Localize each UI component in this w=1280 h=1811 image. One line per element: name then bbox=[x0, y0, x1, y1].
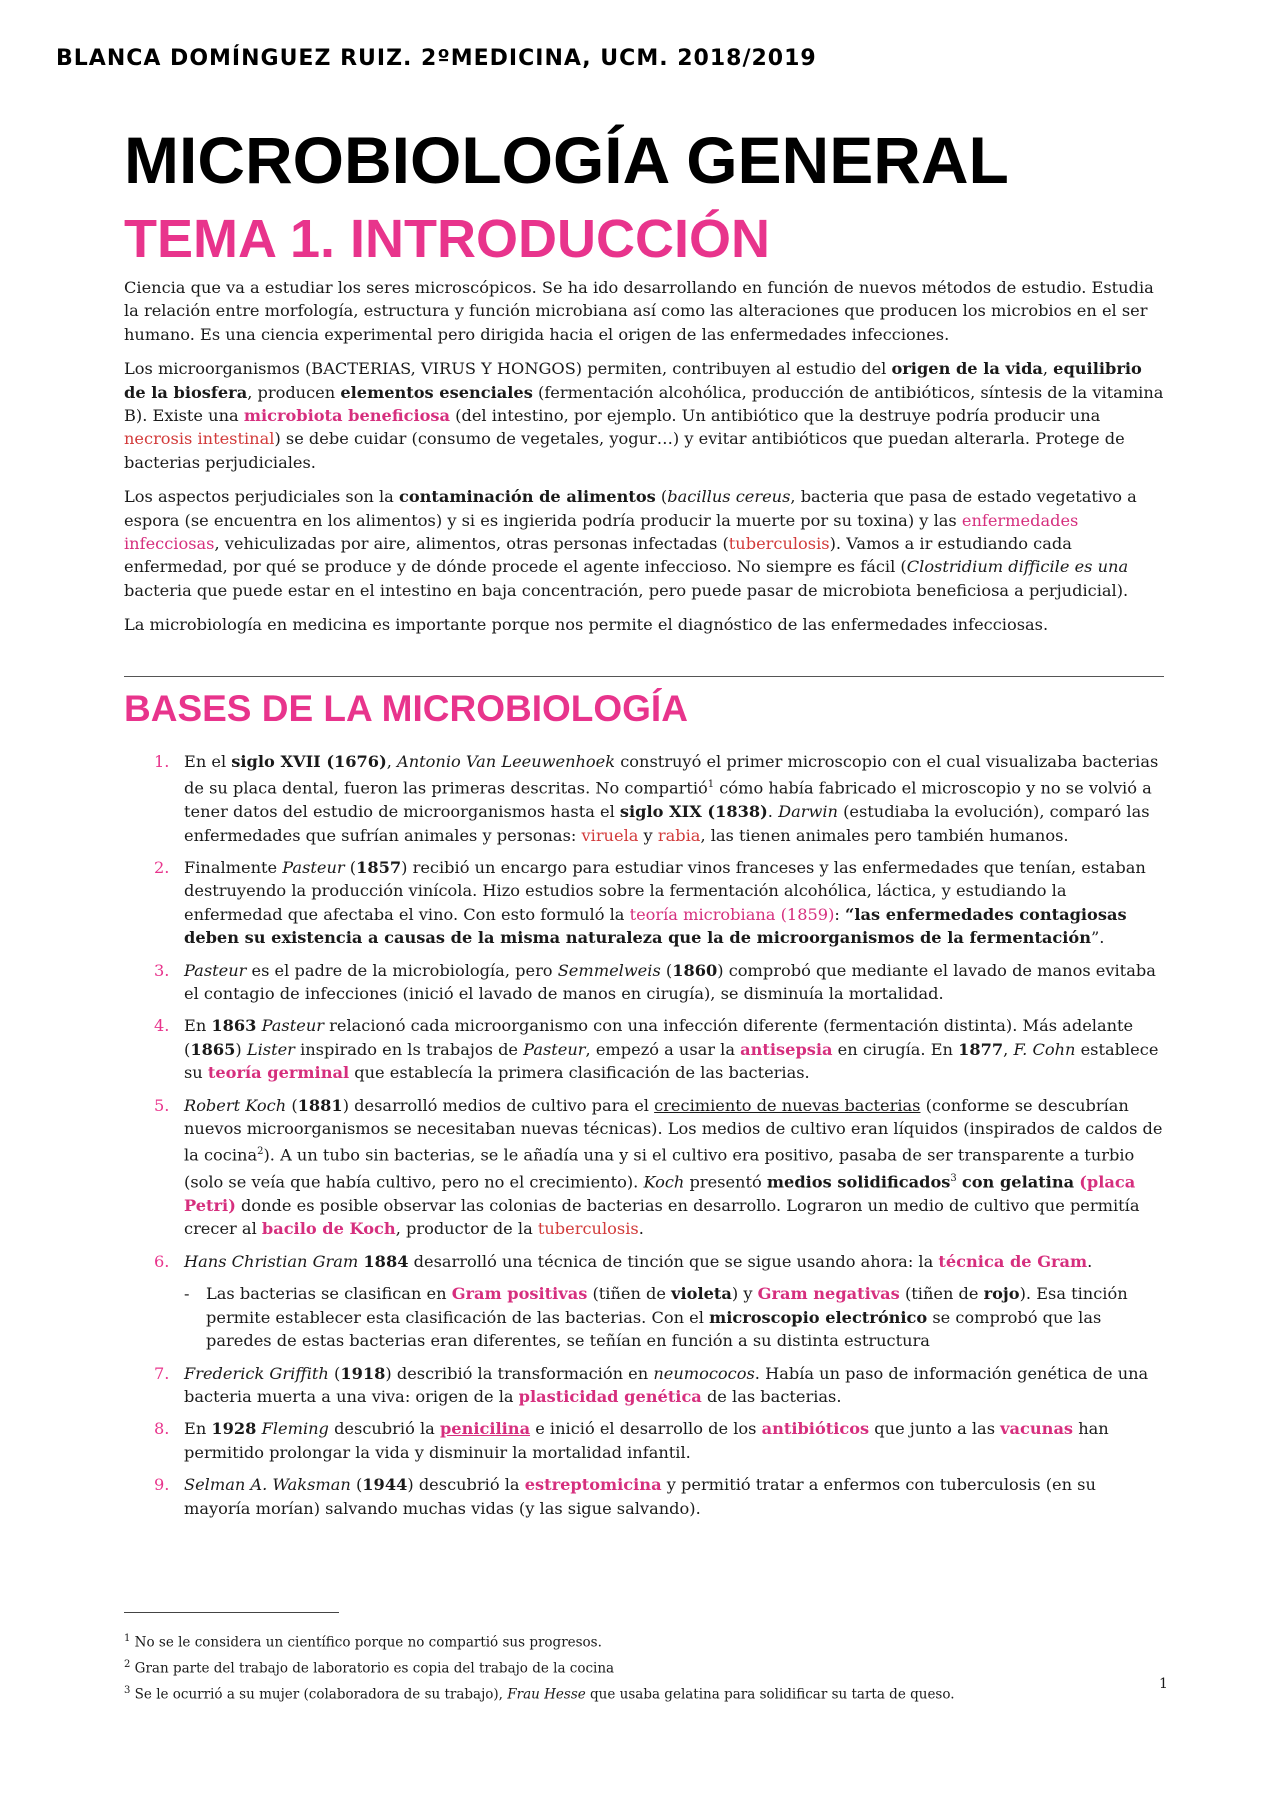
text-run: 1 bbox=[707, 779, 715, 791]
topic-title: TEMA 1. INTRODUCCIÓN bbox=[124, 209, 770, 269]
text-run: técnica de Gram bbox=[938, 1251, 1088, 1271]
list-item bbox=[124, 1417, 1164, 1464]
text-run: F. Cohn bbox=[1013, 1039, 1076, 1059]
list-number: 7. bbox=[154, 1363, 170, 1383]
text-run: “las enfermedades contagiosas deben su existencia a causas de la misma naturaleza que la de microorganismos de la fermentación bbox=[184, 904, 1127, 948]
list-number: 5. bbox=[154, 1095, 170, 1115]
list-item bbox=[124, 856, 1164, 950]
text-run: Koch bbox=[643, 1172, 685, 1192]
text-run: equilibrio de la biosfera bbox=[124, 359, 1142, 402]
text-run: antisepsia bbox=[740, 1039, 833, 1059]
text-run: 1881 bbox=[297, 1095, 343, 1115]
list-item-text: Pasteur es el padre de la microbiología, pero Semmelweis (1860) comprobó que mediante el lavado de manos evitaba el contagio de infecciones (inició el lavado de manos en cirugía), se disminuía la mortalidad. bbox=[184, 960, 1156, 1004]
intro-paragraph-3: Los aspectos perjudiciales son la contaminación de alimentos (bacillus cereus, bacteria que pasa de estado vegetativo a espora (se encuentra en los alimentos) y si es ingierida podría producir la muerte por su toxina) y las enfermedades infecciosas, vehiculizadas por aire, alimentos, otras personas infectadas (tuberculosis). Vamos a ir estudiando cada enfermedad, por qué se produce y de dónde procede el agente infeccioso. No siempre es fácil (Clostridium difficile es una bacteria que puede estar en el intestino en baja concentración, pero puede pasar de microbiota beneficiosa a perjudicial). bbox=[124, 487, 1137, 600]
text-run: 2 bbox=[257, 1146, 264, 1158]
list-item-text: Las bacterias se clasifican en Gram positivas (tiñen de violeta) y Gram negativas (tiñen de rojo). Esa tinción permite establecer esta clasificación de las bacterias. Con el microscopio electrónico se comprobó que las paredes de estas bacterias eran diferentes, se teñían en función a su distinta estructura bbox=[206, 1284, 1128, 1351]
list-number: 1. bbox=[154, 752, 170, 771]
text-run: Frederick Griffith bbox=[184, 1363, 329, 1383]
list-number: 9. bbox=[154, 1475, 170, 1495]
list-number: 3. bbox=[154, 960, 170, 980]
list-number: 4. bbox=[154, 1016, 170, 1036]
list-subitem bbox=[184, 1282, 1164, 1352]
text-run: 1944 bbox=[362, 1475, 408, 1495]
text-run: vacunas bbox=[1000, 1419, 1074, 1439]
text-run: bacilo de Koch bbox=[261, 1219, 396, 1239]
intro-section bbox=[124, 276, 1164, 648]
text-run: teoría germinal bbox=[207, 1063, 350, 1083]
text-run: Fleming bbox=[261, 1419, 329, 1439]
text-run: siglo XIX (1838) bbox=[619, 802, 768, 822]
footnote-2: $^2$ Gran parte del trabajo de laboratorio es copia del trabajo de la cocina bbox=[124, 1659, 615, 1677]
text-run: tuberculosis bbox=[728, 534, 830, 554]
footnotes bbox=[124, 1628, 955, 1706]
list-item-text: Robert Koch (1881) desarrolló medios de cultivo para el crecimiento de nuevas bacterias (conforme se descubrían nuevos microorganismos se necesitaban nuevas técnicas). Los medios de cultivo eran líquidos (inspirados de caldos de la cocina$^2$). A un tubo sin bacterias, se le añadía una y si el cultivo era positivo, pasaba de ser transparente a turbio (solo se veía que había cultivo, pero no el crecimiento). Koch presentó medios solidificados$^3$ con gelatina (placa Petri) donde es posible observar las colonias de bacterias en desarrollo. Lograron un medio de cultivo que permitía crecer al bacilo de Koch, productor de la tuberculosis. bbox=[184, 1095, 1163, 1239]
text-run: Gram negativas bbox=[757, 1284, 900, 1304]
text-run: plasticidad genética bbox=[518, 1386, 702, 1406]
text-run: Antonio Van Leeuwenhoek bbox=[397, 752, 616, 771]
footnote-1: $^1$ No se le considera un científico porque no compartió sus progresos. bbox=[124, 1633, 602, 1651]
text-run: tuberculosis bbox=[537, 1219, 639, 1239]
section-title: BASES DE LA MICROBIOLOGÍA bbox=[124, 688, 688, 729]
list-item bbox=[124, 959, 1164, 1006]
footnote-3: $^3$ Se le ocurrió a su mujer (colaboradora de su trabajo), Frau Hesse que usaba gelatina para solidificar su tarta de queso. bbox=[124, 1685, 955, 1703]
page-title: MICROBIOLOGÍA GENERAL bbox=[124, 123, 1009, 197]
page-number: 1 bbox=[1159, 1676, 1168, 1692]
text-run: Pasteur bbox=[261, 1016, 324, 1036]
text-run: Selman A. Waksman bbox=[184, 1475, 351, 1495]
text-run: 1863 bbox=[211, 1016, 257, 1036]
list-item-text: En 1928 Fleming descubrió la penicilina e inició el desarrollo de los antibióticos que junto a las vacunas han permitido prolongar la vida y disminuir la mortalidad infantil. bbox=[184, 1419, 1109, 1462]
text-run: teoría microbiana (1859) bbox=[629, 904, 835, 924]
history-list bbox=[124, 750, 1164, 1529]
text-run: origen de la vida bbox=[891, 359, 1043, 379]
text-run: enfermedades infecciosas bbox=[124, 510, 1079, 554]
text-run: viruela bbox=[581, 825, 639, 845]
text-run: 1865 bbox=[190, 1039, 236, 1059]
text-run: estreptomicina bbox=[524, 1475, 662, 1495]
text-run: Lister bbox=[246, 1039, 295, 1059]
text-run: Pasteur bbox=[282, 858, 345, 878]
text-run: Gram positivas bbox=[451, 1284, 588, 1304]
intro-paragraph-4: La microbiología en medicina es importante porque nos permite el diagnóstico de las enfermedades infecciosas. bbox=[124, 615, 1049, 635]
section-divider bbox=[124, 676, 1164, 677]
footnote-divider bbox=[124, 1612, 339, 1613]
text-run: microbiota beneficiosa bbox=[243, 406, 450, 426]
text-run: Hans Christian Gram bbox=[184, 1251, 359, 1271]
text-run: con gelatina bbox=[961, 1172, 1075, 1192]
list-item bbox=[124, 1250, 1164, 1273]
text-run: 1857 bbox=[356, 858, 402, 878]
text-run: microscopio electrónico bbox=[709, 1307, 928, 1327]
list-number: 8. bbox=[154, 1419, 170, 1439]
text-run: 1884 bbox=[363, 1251, 409, 1271]
list-item bbox=[124, 1473, 1164, 1520]
text-run: bacillus cereus bbox=[667, 487, 791, 507]
list-item-text: Finalmente Pasteur (1857) recibió un encargo para estudiar vinos franceses y las enfermedades que tenían, estaban destruyendo la producción vinícola. Hizo estudios sobre la fermentación alcohólica, láctica, y estudiando la enfermedad que afectaba el vino. Con esto formuló la teoría microbiana (1859): “las enfermedades contagiosas deben su existencia a causas de la misma naturaleza que la de microorganismos de la fermentación”. bbox=[184, 858, 1146, 948]
intro-paragraph-1: Ciencia que va a estudiar los seres microscópicos. Se ha ido desarrollando en función de nuevos métodos de estudio. Estudia la relación entre morfología, estructura y función microbiana así como las alteraciones que producen los microbios en el ser humano. Es una ciencia experimental pero dirigida hacia el origen de las enfermedades infecciones. bbox=[124, 278, 1154, 344]
text-run: 1860 bbox=[672, 960, 718, 980]
text-run: penicilina bbox=[439, 1419, 531, 1439]
text-run: (placa Petri) bbox=[184, 1172, 1136, 1216]
text-run: Pasteur bbox=[523, 1039, 586, 1059]
list-item bbox=[124, 1014, 1164, 1084]
text-run: antibióticos bbox=[761, 1419, 870, 1439]
text-run: Robert Koch bbox=[184, 1095, 287, 1115]
text-run: medios solidificados bbox=[766, 1172, 951, 1192]
text-run: crecimiento de nuevas bacterias bbox=[654, 1095, 921, 1115]
list-item bbox=[124, 750, 1164, 847]
text-run: Clostridium difficile es una bbox=[906, 557, 1129, 577]
text-run: 1877 bbox=[958, 1039, 1004, 1059]
list-item-text: En el siglo XVII (1676), Antonio Van Leeuwenhoek construyó el primer microscopio con el cual visualizaba bacterias de su placa dental, fueron las primeras descritas. No compartió$^1$ cómo había fabricado el microscopio y no se volvió a tener datos del estudio de microorganismos hasta el siglo XIX (1838). Darwin (estudiaba la evolución), comparó las enfermedades que sufrían animales y personas: viruela y rabia, las tienen animales pero también humanos. bbox=[184, 752, 1159, 845]
list-number: 6. bbox=[154, 1251, 170, 1271]
text-run: violeta bbox=[671, 1284, 732, 1304]
text-run: Pasteur bbox=[184, 960, 247, 980]
intro-paragraph-2: Los microorganismos (BACTERIAS, VIRUS Y HONGOS) permiten, contribuyen al estudio del origen de la vida, equilibrio de la biosfera, producen elementos esenciales (fermentación alcohólica, producción de antibióticos, síntesis de la vitamina B). Existe una microbiota beneficiosa (del intestino, por ejemplo. Un antibiótico que la destruye podría producir una necrosis intestinal) se debe cuidar (consumo de vegetales, yogur…) y evitar antibióticos que puedan alterarla. Protege de bacterias perjudiciales. bbox=[124, 359, 1164, 472]
list-item-text: Hans Christian Gram 1884 desarrolló una técnica de tinción que se sigue usando ahora: la técnica de Gram. bbox=[184, 1251, 1093, 1271]
list-item bbox=[124, 1362, 1164, 1409]
text-run: Semmelweis bbox=[557, 960, 661, 980]
document-header: BLANCA DOMÍNGUEZ RUIZ. 2ºMEDICINA, UCM. 2018/2019 bbox=[56, 46, 817, 71]
text-run: rojo bbox=[983, 1284, 1020, 1304]
text-run: neumococos bbox=[653, 1363, 755, 1383]
text-run: 1928 bbox=[211, 1419, 257, 1439]
text-run: rabia bbox=[657, 825, 701, 845]
list-item-text: Frederick Griffith (1918) describió la transformación en neumococos. Había un paso de información genética de una bacteria muerta a una viva: origen de la plasticidad genética de las bacterias. bbox=[184, 1363, 1149, 1406]
text-run: contaminación de alimentos bbox=[398, 487, 656, 507]
list-item bbox=[124, 1094, 1164, 1241]
text-run: Darwin bbox=[778, 802, 838, 822]
list-number: 2. bbox=[154, 858, 170, 878]
text-run: necrosis intestinal bbox=[124, 429, 275, 449]
text-run: 3 bbox=[950, 1173, 957, 1185]
text-run: siglo XVII (1676) bbox=[231, 752, 387, 771]
list-item-text: En 1863 Pasteur relacionó cada microorganismo con una infección diferente (fermentación distinta). Más adelante (1865) Lister inspirado en ls trabajos de Pasteur, empezó a usar la antisepsia en cirugía. En 1877, F. Cohn establece su teoría germinal que establecía la primera clasificación de las bacterias. bbox=[184, 1016, 1159, 1083]
list-bullet: - bbox=[184, 1284, 190, 1304]
text-run: elementos esenciales bbox=[340, 382, 533, 402]
list-item-text: Selman A. Waksman (1944) descubrió la estreptomicina y permitió tratar a enfermos con tuberculosis (en su mayoría morían) salvando muchas vidas (y las sigue salvando). bbox=[184, 1475, 1096, 1518]
text-run: 1918 bbox=[340, 1363, 386, 1383]
